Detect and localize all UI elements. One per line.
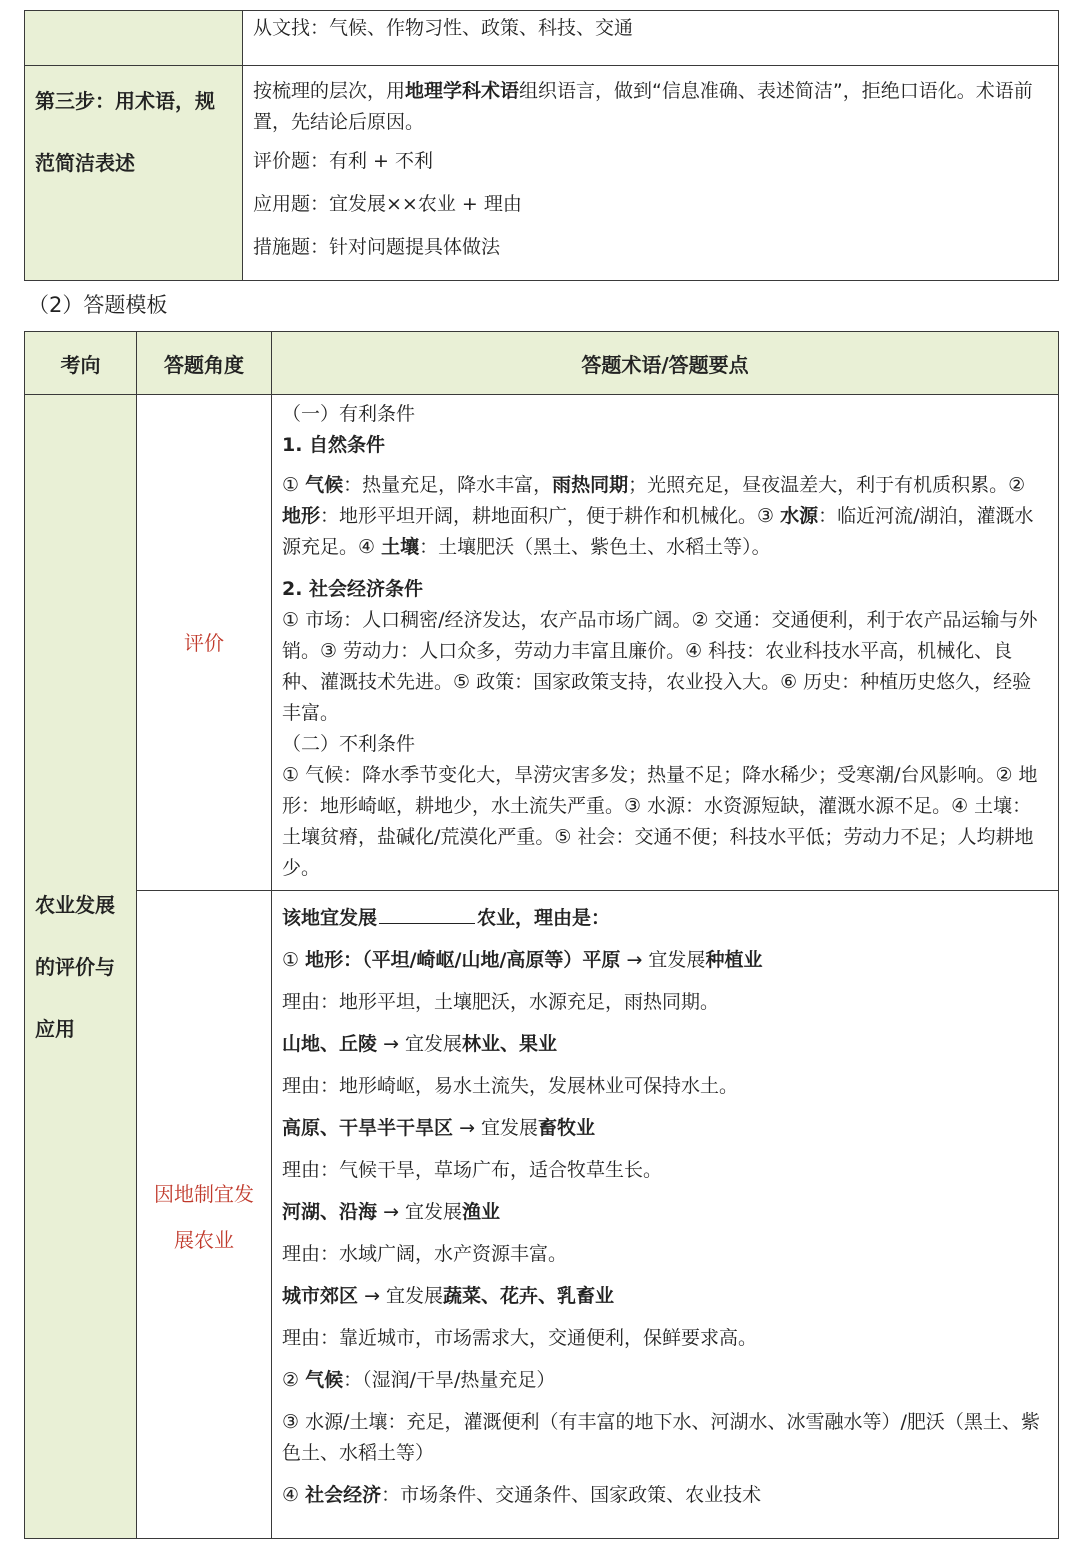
unfavorable-title: （二）不利条件 <box>282 733 416 755</box>
step-table <box>24 10 1059 281</box>
header-points: 答题术语/答题要点 <box>272 332 1059 395</box>
eval-angle-cell <box>137 395 272 891</box>
natural-conditions-text: ① 气候：热量充足，降水丰富，雨热同期；光照充足，昼夜温差大，利于有机质积累。② 地形：地形平坦开阔，耕地面积广，便于耕作和机械化。③ 水源：临近河流/湖泊，灌溉水源充足。④ 土壤：土壤肥沃（黑土、紫色土、水稻土等）。 <box>282 474 1034 558</box>
reason-mountain: 理由：地形崎岖，易水土流失，发展林业可保持水土。 <box>282 1075 739 1097</box>
apply-angle-label: 因地制宜发展农业 <box>154 1182 254 1252</box>
favorable-title: （一）有利条件 <box>282 403 416 425</box>
plateau-line: 高原、干旱半干旱区 → 宜发展畜牧业 <box>282 1117 596 1139</box>
reason-river: 理由：水域广阔，水产资源丰富。 <box>282 1243 568 1265</box>
topic-label: 农业发展的评价与应用 <box>35 892 115 1041</box>
find-from-text: 从文找：气候、作物习性、政策、科技、交通 <box>253 17 634 39</box>
measure-question-type: 措施题：针对问题提具体做法 <box>253 236 501 258</box>
apply-content-cell <box>272 891 1059 1539</box>
reason-plateau: 理由：气候干旱，草场广布，适合牧草生长。 <box>282 1159 663 1181</box>
reason-plain: 理由：地形平坦，土壤肥沃，水源充足，雨热同期。 <box>282 991 720 1013</box>
climate-line: ② 气候：（湿润/干旱/热量充足） <box>282 1369 556 1391</box>
apply-question-type: 应用题：宜发展××农业 + 理由 <box>253 193 522 215</box>
natural-conditions-title: 1. 自然条件 <box>282 434 386 456</box>
socioeconomic-text: ① 市场：人口稠密/经济发达，农产品市场广阔。② 交通：交通便利，利于农产品运输与外销。③ 劳动力：人口众多，劳动力丰富且廉价。④ 科技：农业科技水平高，机械化、良种、灌溉技术先进。⑤ 政策：国家政策支持，农业投入大。⑥ 历史：种植历史悠久，经验丰富。 <box>282 609 1038 724</box>
eval-angle-label: 评价 <box>184 631 224 655</box>
socioeconomic-line: ④ 社会经济：市场条件、交通条件、国家政策、农业技术 <box>282 1484 762 1506</box>
header-topic: 考向 <box>25 332 137 395</box>
eval-question-type: 评价题：有利 + 不利 <box>253 150 433 172</box>
header-angle: 答题角度 <box>137 332 272 395</box>
river-line: 河湖、沿海 → 宜发展渔业 <box>282 1201 501 1223</box>
reason-suburb: 理由：靠近城市，市场需求大，交通便利，保鲜要求高。 <box>282 1327 758 1349</box>
step-content-cell <box>243 66 1059 281</box>
step-three-label: 第三步：用术语，规范简洁表述 <box>35 89 215 175</box>
eval-content-cell <box>272 395 1059 891</box>
step-instruction: 按梳理的层次，用地理学科术语组织语言，做到“信息准确、表述简洁”，拒绝口语化。术语前置，先结论后原因。 <box>253 80 1033 133</box>
step-label-cell-empty <box>25 11 243 66</box>
apply-intro: 该地宜发展 农业，理由是： <box>282 903 1048 934</box>
water-soil-line: ③ 水源/土壤：充足，灌溉便利（有丰富的地下水、河湖水、冰雪融水等）/肥沃（黑土、紫色土、水稻土等） <box>282 1411 1040 1464</box>
step-label-cell <box>25 66 243 281</box>
mountain-line: 山地、丘陵 → 宜发展林业、果业 <box>282 1033 558 1055</box>
section-title: （2）答题模板 <box>28 293 168 317</box>
socioeconomic-title: 2. 社会经济条件 <box>282 578 424 600</box>
template-table <box>24 331 1059 1539</box>
apply-angle-cell <box>137 891 272 1539</box>
terrain-line: ① 地形：（平坦/崎岖/山地/高原等）平原 → 宜发展种植业 <box>282 949 763 971</box>
answer-blank <box>379 903 475 924</box>
topic-cell <box>25 395 137 1539</box>
suburb-line: 城市郊区 → 宜发展蔬菜、花卉、乳畜业 <box>282 1285 615 1307</box>
unfavorable-text: ① 气候：降水季节变化大，旱涝灾害多发；热量不足；降水稀少；受寒潮/台风影响。② 地形：地形崎岖，耕地少，水土流失严重。③ 水源：水资源短缺，灌溉水源不足。④ 土壤：土壤贫瘠，盐碱化/荒漠化严重。⑤ 社会：交通不便；科技水平低；劳动力不足；人均耕地少。 <box>282 764 1038 879</box>
step-text-cell <box>243 11 1059 66</box>
